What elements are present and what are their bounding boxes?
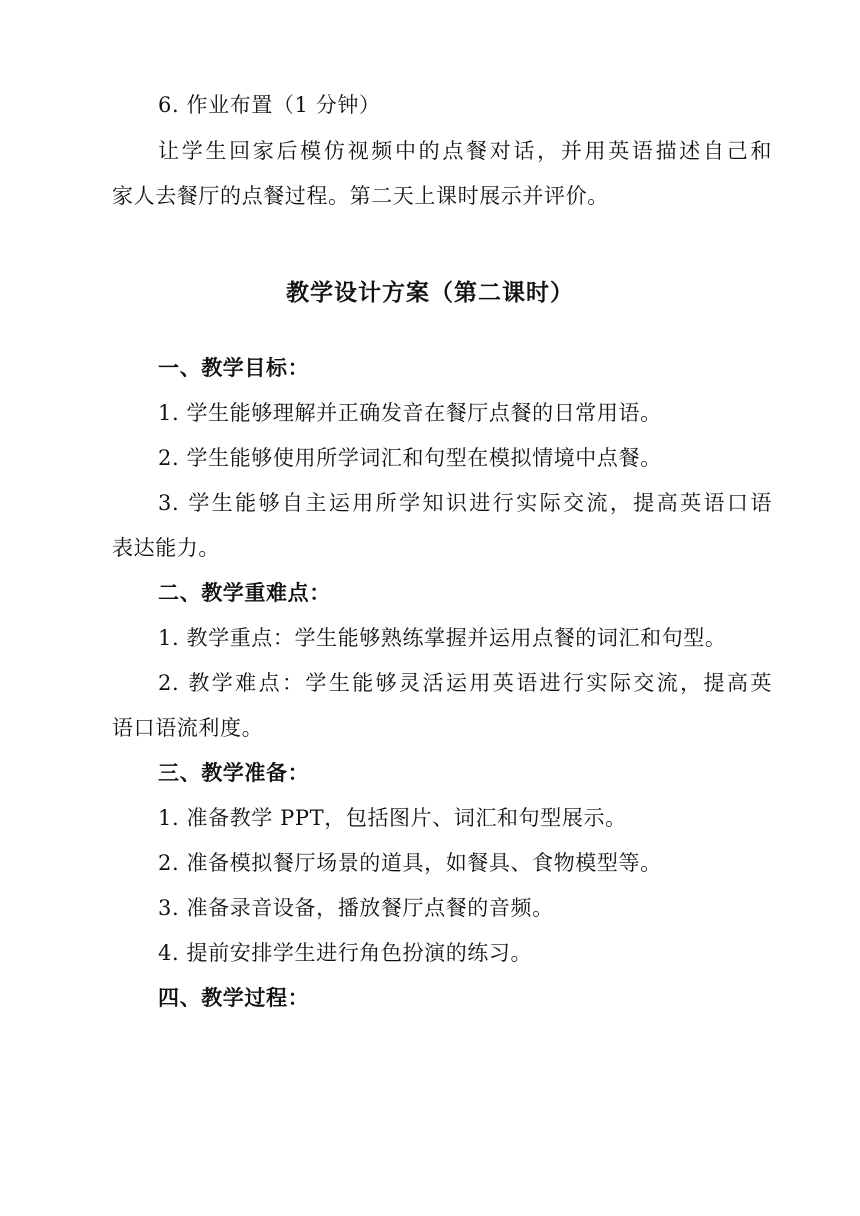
section-heading-objectives: 一、教学目标： (158, 355, 310, 380)
homework-text-line-2: 家人去餐厅的点餐过程。第二天上课时展示并评价。 (112, 184, 609, 208)
preparation-item-4: 4. 提前安排学生进行角色扮演的练习。 (158, 941, 533, 965)
preparation-item-1: 1. 准备教学 PPT，包括图片、词汇和句型展示。 (158, 806, 627, 830)
key-point-item-2-line-2: 语口语流利度。 (112, 716, 264, 740)
preparation-item-2: 2. 准备模拟餐厅场景的道具，如餐具、食物模型等。 (158, 851, 662, 875)
section-heading-process: 四、教学过程： (158, 985, 310, 1010)
objective-item-3-line-2: 表达能力。 (112, 536, 220, 560)
preparation-item-3: 3. 准备录音设备，播放餐厅点餐的音频。 (158, 896, 554, 920)
homework-heading: 6. 作业布置（1 分钟） (158, 93, 381, 117)
homework-text-line-1: 让学生回家后模仿视频中的点餐对话，并用英语描述自己和 (158, 139, 772, 163)
section-heading-key-points: 二、教学重难点： (158, 580, 331, 605)
key-point-item-2-line-1: 2. 教学难点：学生能够灵活运用英语进行实际交流，提高英 (158, 671, 772, 695)
section-heading-preparation: 三、教学准备： (158, 760, 310, 785)
objective-item-2: 2. 学生能够使用所学词汇和句型在模拟情境中点餐。 (158, 446, 662, 470)
objective-item-1: 1. 学生能够理解并正确发音在餐厅点餐的日常用语。 (158, 401, 662, 425)
key-point-item-1: 1. 教学重点：学生能够熟练掌握并运用点餐的词汇和句型。 (158, 626, 727, 650)
document-title: 教学设计方案（第二课时） (286, 279, 574, 306)
objective-item-3-line-1: 3. 学生能够自主运用所学知识进行实际交流，提高英语口语 (158, 491, 772, 515)
